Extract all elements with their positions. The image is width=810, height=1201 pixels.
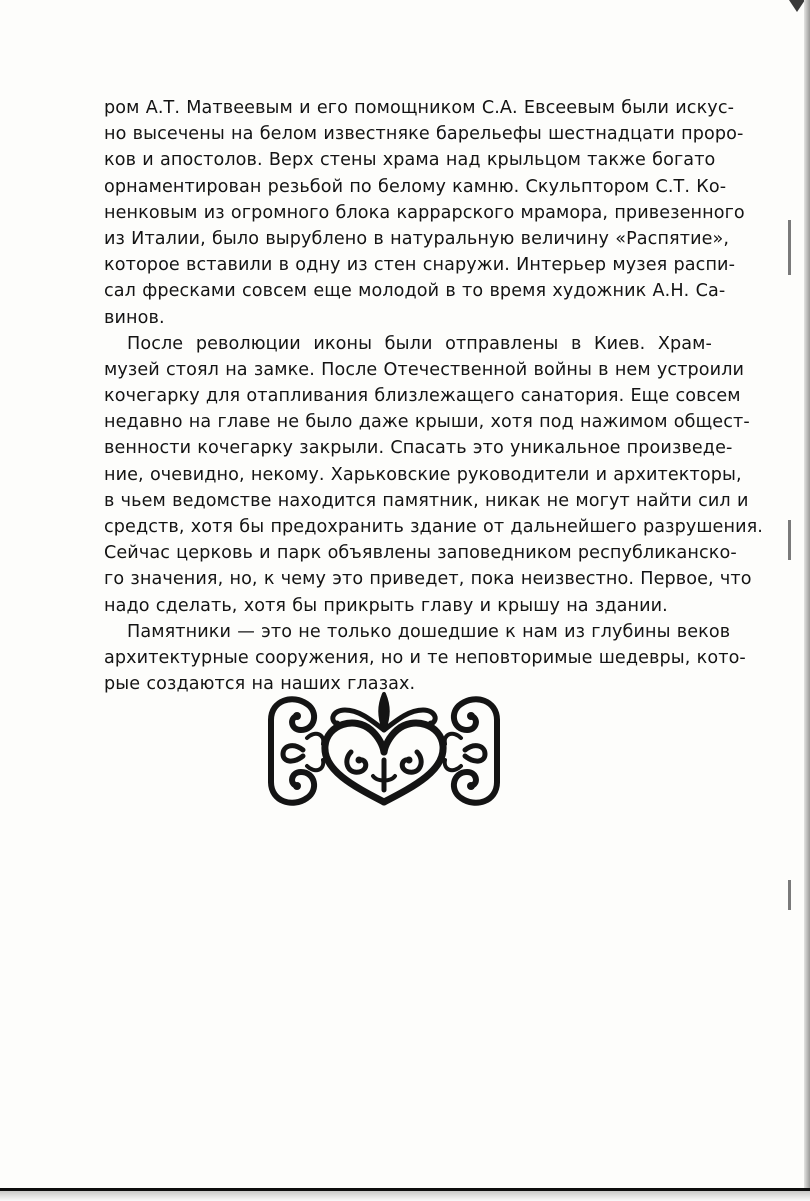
paragraph-1 [104,95,745,331]
text-line: архитектурные сооружения, но и те неповторимые шедевры, кото- [104,647,746,668]
paragraph-2 [104,331,763,619]
scan-edge-mark [788,520,791,560]
text-line: го значения, но, к чему это приведет, пока неизвестно. Первое, что [104,569,752,590]
text-line: Памятники — это не только дошедшие к нам из глубины веков [127,621,731,642]
text-line: но высечены на белом известняке барельефы шестнадцати проро- [104,124,744,145]
text-line: недавно на главе не было даже крыши, хотя под нажимом общест- [104,412,750,433]
text-line: Сейчас церковь и парк объявлены заповедником республиканско- [104,543,737,564]
page-right-edge [804,0,810,1201]
floral-scroll-ornament-icon [263,690,505,812]
page-bottom-shadow [0,1191,810,1201]
scan-edge-mark [788,220,791,275]
text-line: ром А.Т. Матвеевым и его помощником С.А. Евсеевым были искус- [104,98,735,118]
text-line: музей стоял на замке. После Отечественной войны в нем устроили [104,359,745,380]
text-line: средств, хотя бы предохранить здание от дальнейшего разрушения. [104,517,763,537]
text-line: из Италии, было вырублено в натуральную величину «Распятие», [104,228,730,249]
text-line: венности кочегарку закрыли. Спасать это уникальное произведе- [104,438,733,459]
text-line: ненковым из огромного блока каррарского мрамора, привезенного [104,202,745,223]
text-line: которое вставили в одну из стен снаружи. Интерьер музея распи- [104,255,736,276]
text-line: в чьем ведомстве находится памятник, никак не могут найти сил и [104,490,749,511]
text-line: надо сделать, хотя бы прикрыть главу и крышу на здании. [104,595,668,616]
body-text [104,95,763,697]
text-line: орнаментирован резьбой по белому камню. Скульптором С.Т. Ко- [104,176,727,197]
corner-arrow-icon [789,0,805,14]
text-line: ние, очевидно, некому. Харьковские руководители и архитекторы, [104,464,742,485]
paragraph-3 [104,619,746,698]
text-line: После революции иконы были отправлены в Киев. Храм- [127,333,712,354]
text-line: винов. [104,307,165,328]
text-line: сал фресками совсем еще молодой в то время художник А.Н. Са- [104,281,726,302]
text-line: ков и апостолов. Верх стены храма над крыльцом также богато [104,150,716,171]
text-line: кочегарку для отапливания близлежащего санатория. Еще совсем [104,386,741,407]
text-line: рые создаются на наших глазах. [104,674,416,695]
scan-edge-mark [788,880,791,910]
